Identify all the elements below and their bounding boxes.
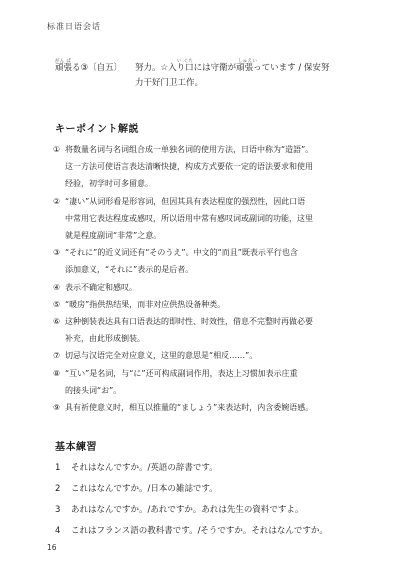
entry-definition	[135, 61, 380, 91]
note-line: 的接头词“お”。	[65, 385, 122, 395]
note-line: 切忌与汉语完全对应意义，这里的意思是“相反……”。	[65, 351, 258, 361]
vocabulary-entry	[55, 59, 375, 88]
exercise-text: あれはなんですか。/あれですか。あれは先生の資料ですよ。	[71, 505, 304, 515]
entry-word-ruby: がん ぱ	[55, 59, 72, 64]
note-line: 具有祈使意义时，相互以推量的“ましょう”来表达时，内含委婉语感。	[65, 403, 314, 413]
entry-word: 頑張る③〔自五〕	[55, 63, 123, 73]
exercise-number: 2	[55, 484, 61, 494]
note-number: ④	[53, 282, 61, 292]
note-number: ⑨	[53, 403, 61, 413]
page-number: 16	[47, 543, 57, 552]
note-item	[55, 296, 375, 313]
exercise-text: これはフランス語の教科書です。/そうですか。それはなんですか。	[71, 526, 328, 536]
note-number: ⑤	[53, 299, 61, 309]
note-item	[55, 313, 375, 347]
note-number: ⑧	[53, 368, 61, 378]
exercise-text: それはなんですか。/英語の辞書です。	[71, 463, 218, 473]
running-header: 标准日语会话	[47, 22, 101, 31]
exercise-item	[55, 521, 385, 542]
note-line: “互い”是名词，与“に”还可构成副词作用，表达上习惯加表示庄重	[65, 368, 298, 378]
note-line: “それに”的近义词还有“そのうえ”。中文的“而且”既表示平行也含	[65, 248, 298, 258]
note-item	[55, 279, 375, 296]
exercise-item	[55, 479, 385, 500]
entry-definition-line-2: 力干好门卫工作。	[135, 78, 204, 88]
note-line: 这种倒装表达具有口语表达的即时性、时效性，借息不完整时再做必要	[65, 317, 313, 327]
note-line: 表示不确定和感叹。	[65, 282, 137, 292]
ruby-iriguchi: い ぐち	[177, 59, 194, 64]
exercise-text: これはなんですか。/日本の雑誌です。	[71, 484, 218, 494]
note-item	[55, 347, 375, 364]
note-item	[55, 244, 375, 278]
note-line: “暖房”指供热结果，而非对应供热设备种类。	[65, 299, 226, 309]
note-line: 将数量名词与名词组合成一单独名词的使用方法，日语中称为“造語”。	[65, 145, 314, 154]
note-line: 这一方法可使语言表达清晰快捷，构成方式要依一定的语法要求和使用	[65, 162, 313, 172]
ruby-shuei: しゅえい	[238, 59, 258, 64]
note-number: ⑥	[53, 317, 61, 327]
note-line: 添加意义，“それに”表示的是后者。	[65, 265, 194, 275]
section-title-exercises: 基本練習	[55, 442, 97, 453]
exercise-list	[55, 458, 385, 542]
entry-definition-line-1: 努力。☆入り口には守衛が頑張っています / 保安努	[135, 63, 330, 73]
exercise-number: 3	[55, 505, 61, 515]
note-item	[55, 193, 375, 245]
note-number: ③	[53, 248, 61, 258]
note-item	[55, 365, 375, 399]
section-title-notes: キーポイント解説	[55, 124, 139, 135]
exercise-item	[55, 500, 385, 521]
note-line: “凄い”从词形看是形容词，但因其具有表达程度的强烈性，因此口语	[65, 196, 306, 206]
note-line: 就是程度副词“非常”之意。	[65, 231, 162, 241]
exercise-number: 1	[55, 463, 61, 473]
note-line: 补充，由此形成倒装。	[65, 334, 145, 344]
note-item	[55, 399, 375, 416]
note-line: 中常用它表达程度或感叹，所以语用中常有感叹词或副词的功能，这里	[65, 213, 313, 223]
note-number: ①	[53, 145, 61, 154]
note-number: ②	[53, 196, 61, 206]
notes-list	[55, 141, 375, 416]
exercise-item	[55, 458, 385, 479]
note-number: ⑦	[53, 351, 61, 361]
note-line: 经验，初学时可多留意。	[65, 179, 153, 189]
exercise-number: 4	[55, 526, 61, 536]
note-item	[55, 141, 375, 193]
